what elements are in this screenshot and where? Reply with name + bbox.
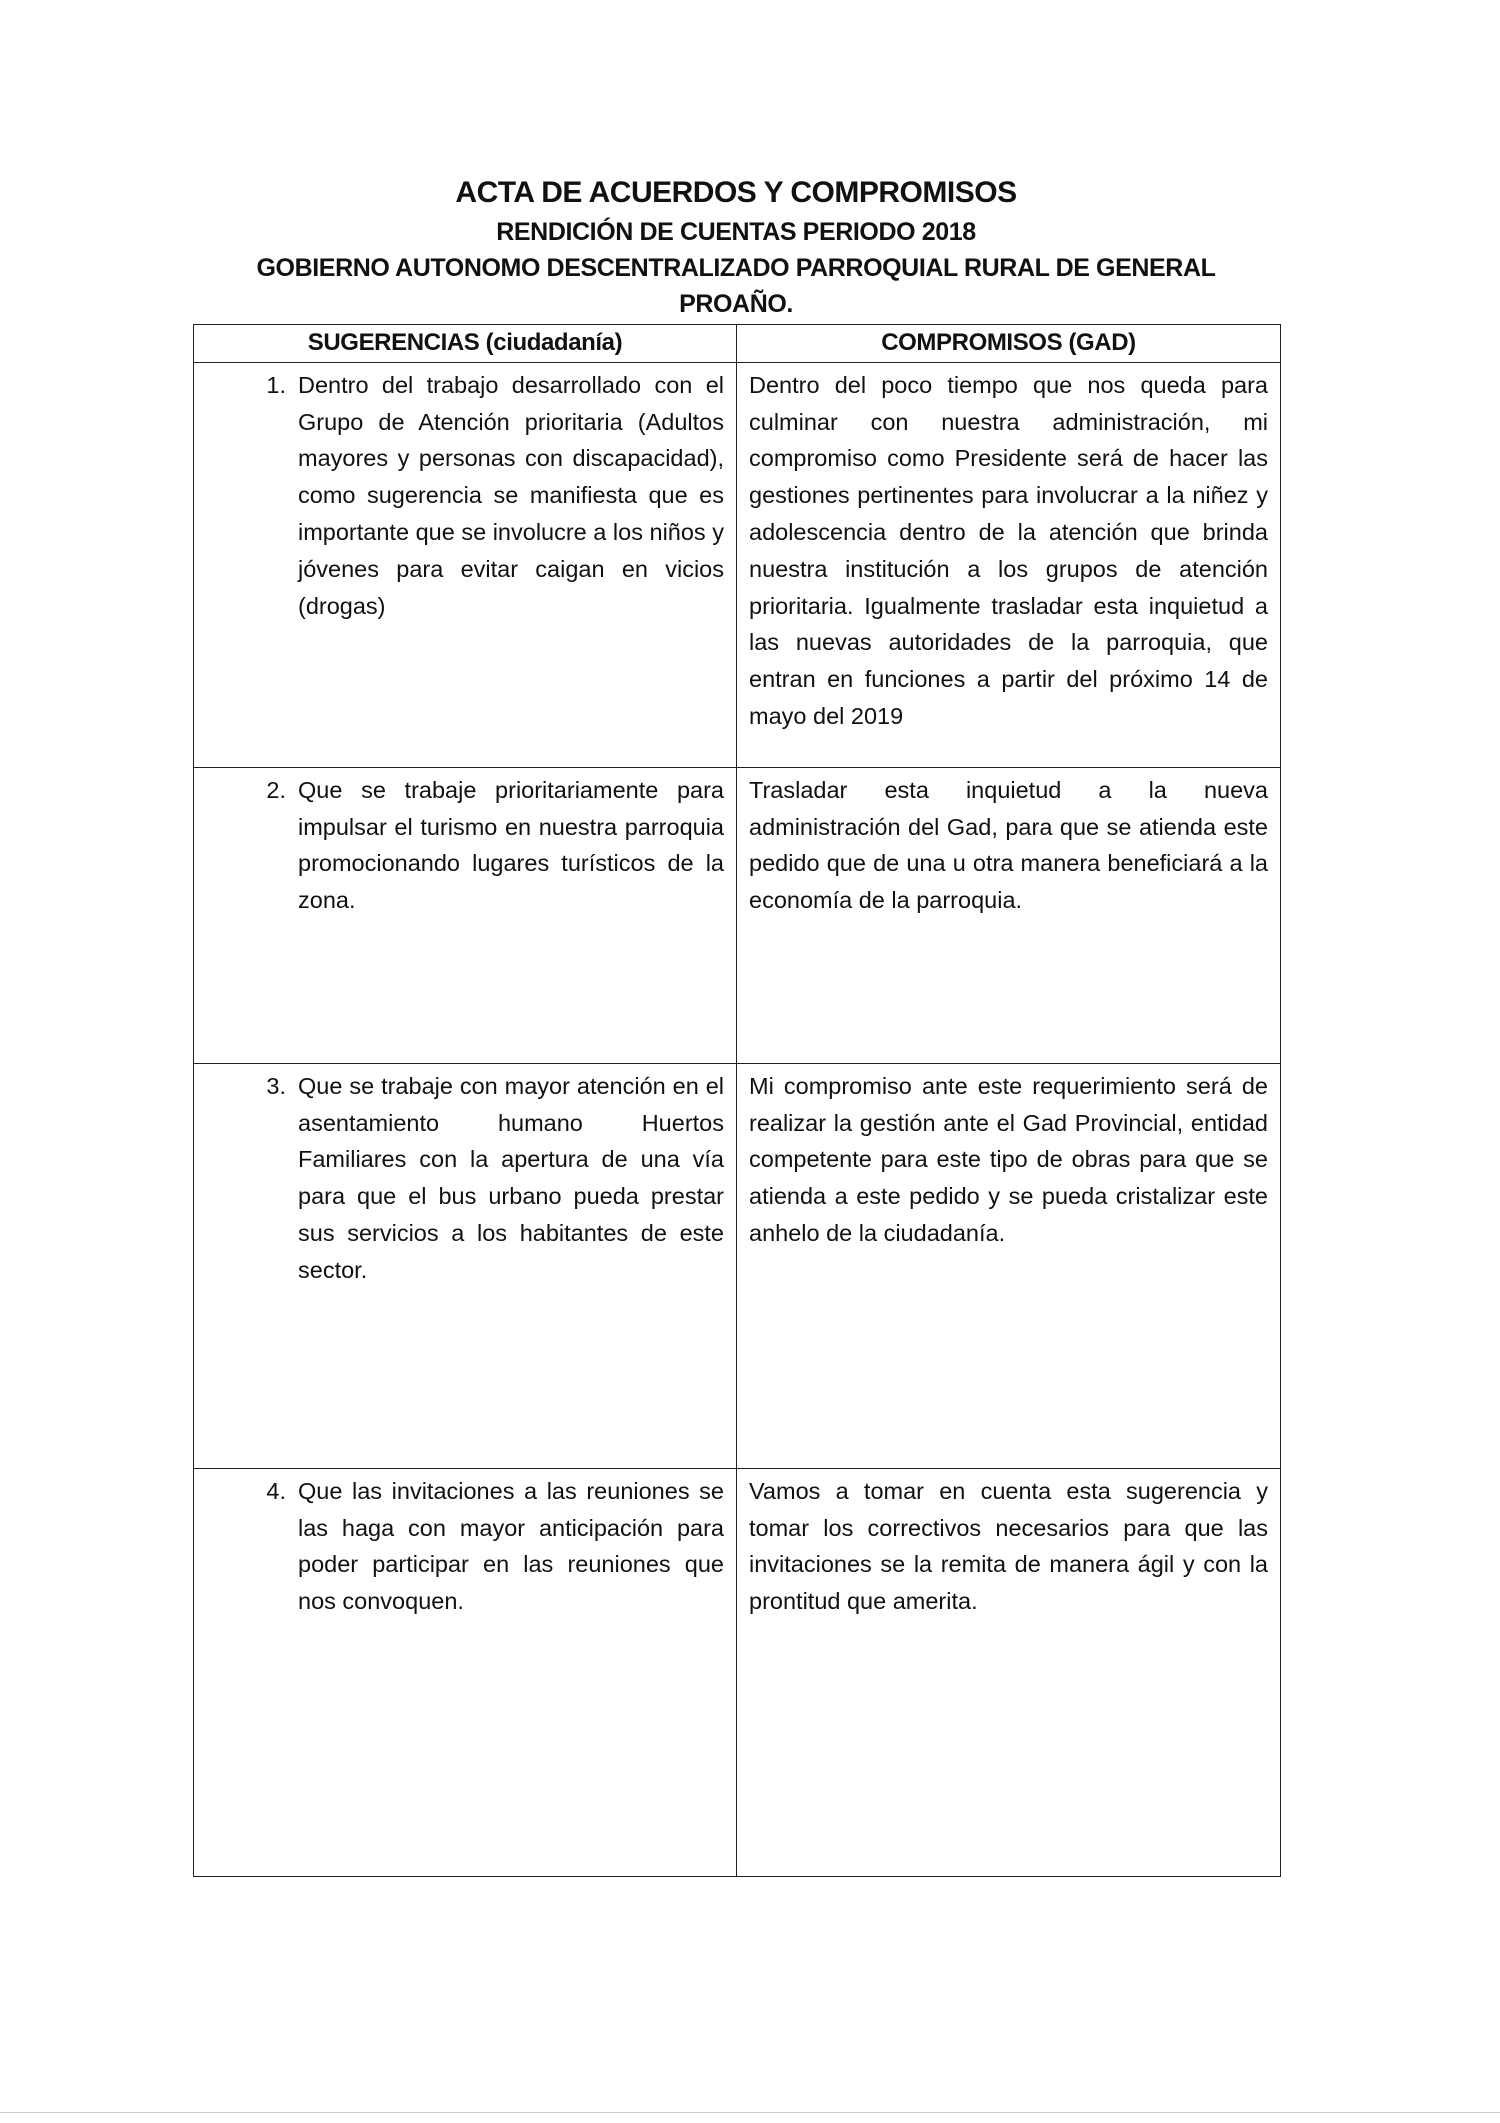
table-row: [194, 1063, 1281, 1468]
table-row: [194, 1468, 1281, 1876]
sugerencia-cell: [194, 362, 737, 767]
institution-line-1: GOBIERNO AUTONOMO DESCENTRALIZADO PARROQUIAL RURAL DE GENERAL: [256, 254, 1216, 282]
compromiso-cell: Vamos a tomar en cuenta esta sugerencia y tomar los correctivos necesarios para que las invitaciones se la remita de manera ágil y con la prontitud que amerita.: [737, 1468, 1281, 1876]
column-header-compromisos: COMPROMISOS (GAD): [737, 325, 1281, 363]
item-number: 2.: [266, 776, 286, 803]
document-title: ACTA DE ACUERDOS Y COMPROMISOS: [455, 176, 1017, 209]
compromiso-cell: Dentro del poco tiempo que nos queda para culminar con nuestra administración, mi compromiso como Presidente será de hacer las gestiones pertinentes para involucrar a la niñez y adolescencia dentro de la atención que brinda nuestra institución a los grupos de atención prioritaria. Igualmente trasladar esta inquietud a las nuevas autoridades de la parroquia, que entran en funciones a partir del próximo 14 de mayo del 2019: [737, 362, 1281, 767]
sugerencia-text: Que las invitaciones a las reuniones se las haga con mayor anticipación para poder participar en las reuniones que nos convoquen.: [298, 1477, 724, 1615]
institution-line-2: PROAÑO.: [679, 290, 793, 318]
compromiso-cell: Mi compromiso ante este requerimiento será de realizar la gestión ante el Gad Provincial, entidad competente para este tipo de obras para que se atienda a este pedido y se pueda cristalizar este anhelo de la ciudadanía.: [737, 1063, 1281, 1468]
document-subtitle: RENDICIÓN DE CUENTAS PERIODO 2018: [496, 218, 976, 246]
sugerencia-text: Que se trabaje con mayor atención en el asentamiento humano Huertos Familiares con la apertura de una vía para que el bus urbano pueda prestar sus servicios a los habitantes de este sector.: [298, 1072, 724, 1283]
document-header: [193, 172, 1279, 322]
scan-edge-line: [0, 2112, 1500, 2113]
sugerencia-cell: [194, 1468, 737, 1876]
table-row: [194, 767, 1281, 1063]
agreements-table: [193, 324, 1281, 1877]
compromiso-cell: Trasladar esta inquietud a la nueva administración del Gad, para que se atienda este pedido que de una u otra manera beneficiará a la economía de la parroquia.: [737, 767, 1281, 1063]
table-row: [194, 362, 1281, 767]
sugerencia-cell: [194, 1063, 737, 1468]
sugerencia-text: Que se trabaje prioritariamente para impulsar el turismo en nuestra parroquia promocionando lugares turísticos de la zona.: [298, 776, 724, 914]
sugerencia-cell: [194, 767, 737, 1063]
column-header-sugerencias: SUGERENCIAS (ciudadanía): [194, 325, 737, 363]
item-number: 4.: [266, 1477, 286, 1504]
item-number: 3.: [266, 1072, 286, 1099]
table-header-row: [194, 325, 1281, 363]
sugerencia-text: Dentro del trabajo desarrollado con el Grupo de Atención prioritaria (Adultos mayores y personas con discapacidad), como sugerencia se manifiesta que es importante que se involucre a los niños y jóvenes para evitar caigan en vicios (drogas): [298, 371, 724, 619]
item-number: 1.: [266, 371, 286, 398]
